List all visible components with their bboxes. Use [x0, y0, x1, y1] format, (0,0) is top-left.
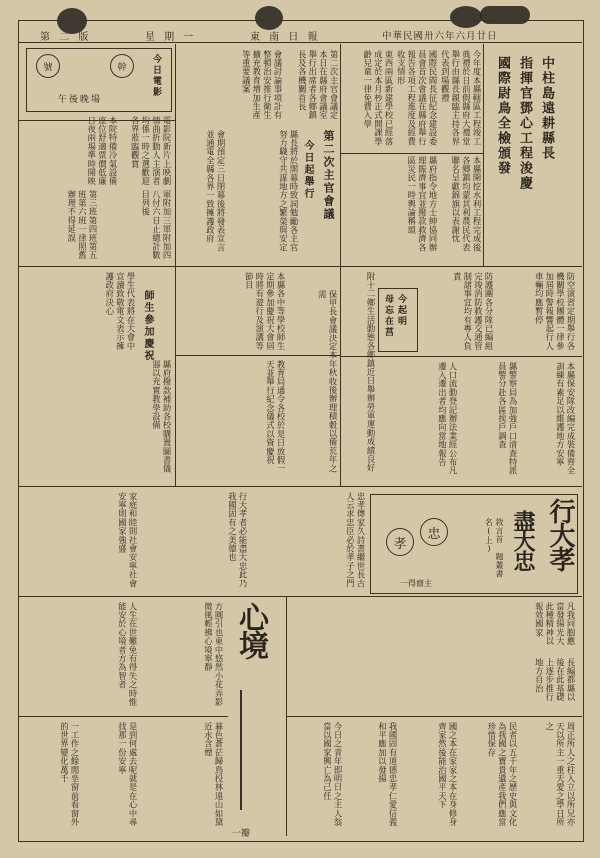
article-text: 方圓引也東中悠然小花弄影微風輕拂心境寧靜	[203, 602, 224, 707]
section-rule	[175, 355, 340, 356]
meeting-subheadline: 今日起舉行	[302, 140, 313, 200]
article-text: 人口流動登記辦法業經公布凡遷入遷出者均應向當地報告	[437, 362, 458, 476]
section-rule	[340, 153, 483, 154]
calligraphy-byline: 一得齋主	[400, 579, 432, 588]
section-rule	[18, 120, 175, 121]
header-weekday: 星 期 一	[145, 32, 197, 43]
essay-title: 心境	[233, 602, 268, 658]
header-paper-name: 東 南 日 報	[250, 32, 321, 43]
article-text: 家庭和睦則社會安寧社會安寧則國家強盛	[117, 492, 138, 588]
article-text: 第三班第四班第五班第六班一律照舊辦理不得延誤	[66, 190, 98, 260]
article-text: 本縣開挖水利工程完成後各鄉鎮均蒙其利農民代表聯名呈獻錦旗以表謝忱	[450, 156, 482, 252]
article-text: 周正所人之柱入立以所兄亦天以所主一重天愛之學日所之	[544, 722, 576, 827]
article-text: 教育局通令各校於是日放假一天並舉行紀念儀式以資慶祝	[265, 360, 286, 474]
school-headline: 師生參加慶祝	[142, 290, 153, 362]
article-text: 是到何處去呢就是在心中尋找那一份安寧	[117, 722, 138, 827]
headline-1: 中柱島遠耕縣長	[539, 56, 554, 161]
slogan-title: 今起明	[396, 294, 406, 327]
ad-badge: 號	[36, 54, 60, 78]
article-text: 行大孝者必能盡大忠此乃我國固有之美德也	[227, 492, 248, 588]
meeting-headline: 第二次主官會議	[322, 130, 335, 221]
article-text: 忠孝傳家久詩書繼世長古人云求忠臣必於孝子之門	[345, 492, 366, 588]
article-text: 附十二鄉生活動態各鄉鎮近日舉辦勞軍運動成績良好	[366, 272, 376, 473]
article-text: 縣府指令地方士紳協同辦理賑濟事宜並撥款救濟各區災民一時輿論稱頌	[406, 156, 438, 252]
calligraphy-title: 行大孝	[545, 498, 575, 570]
article-text: 本縣保安隊改編完成裝備齊全訓練有素足以維護地方安寧	[555, 362, 576, 476]
column-rule	[340, 266, 341, 486]
section-rule	[340, 356, 582, 357]
article-text: 一工作之餘閒坐窗前看窗外的世界變化萬千	[59, 722, 80, 827]
section-rule	[18, 486, 582, 487]
section-rule	[286, 716, 582, 717]
section-rule	[18, 716, 228, 717]
calligraphy-subtitle: 盡大忠	[510, 510, 536, 570]
article-text: 防護團各分隊已編組完竣消防救護交通管制諸事宜均有專人負責	[452, 272, 494, 351]
column-rule	[483, 44, 484, 266]
article-text: 本院特備冷氣設備座位舒適票價低廉日夜兩場準時開映	[86, 116, 118, 186]
column-rule	[340, 44, 341, 266]
article-text: 我國固有道德忠孝仁愛信義和平應加以發揚	[377, 722, 398, 827]
article-text: 民者以五千年之歷史與文化為我國之寶貴遺產我們應當珍惜保存	[486, 722, 518, 827]
article-text: 凡我同胞應當發揚光大此種精神以報效國家	[534, 602, 576, 646]
essay-byline: 一瓣	[232, 829, 251, 839]
slogan-text: 母忘在莒	[383, 294, 393, 338]
column-rule	[175, 266, 176, 486]
article-text: 縣警察局為加強戶口清查特派員警分赴各區挨戶調查	[497, 362, 518, 476]
header-date: 中華民國卅六年六月廿日	[382, 31, 498, 42]
seal-filial: 孝	[386, 528, 414, 556]
article-text: 人生在世難免有得失之時惟能安於心境者方為智者	[117, 602, 138, 707]
article-text: 學生代表將在大會中宣讀致敬電文表示擁護政府決心	[104, 272, 136, 351]
header-page-number: 第 二 版	[40, 32, 92, 43]
ad-title: 今日電影	[151, 54, 161, 98]
article-text: 今日之青年即明日之主人翁當以國家興亡為己任	[322, 722, 343, 827]
decorative-stem	[240, 690, 242, 810]
article-text: 本縣各中等學校師生定期參加慶祝大會屆時將有遊行及演講等節目	[244, 272, 286, 351]
article-text: 縣府撥款補助各校購置圖書儀器以充實教學設備	[151, 360, 172, 474]
masthead-rule	[18, 42, 582, 43]
article-text: 今年度本縣轄區工程竣工典禮於日前假縣府大禮堂舉行由縣長親臨主持各界代表到場觀禮	[440, 50, 482, 146]
article-text: 東西兩區新建學校已經落成定於本月杪正式開課學齡兒童一律免費入學	[362, 50, 394, 146]
article-text: 會議討論事項計有整頓治安推行衛生擴充教育增加生產等重要議案	[241, 50, 283, 120]
headline-3: 國際尉鳥全檢頒發	[495, 56, 510, 176]
article-text: 防空演習定期舉行各機關學校團體一律參加屆時警報響起行人車輛均應暫停	[534, 272, 576, 351]
calligraphy-caption: 敘言首 題叢書 名(上)	[484, 518, 504, 578]
section-rule	[18, 266, 582, 267]
article-text: 會期預定三日閉幕後將發表宣言並通電全縣各界一致擁護政府	[205, 130, 226, 252]
article-text: 軍附加三軍附加四八付六日止總計數目列後	[140, 190, 172, 260]
headline-2: 指揮官鄧心工程浚慶	[517, 56, 532, 191]
article-text: 國之本在家家之本在身修身齊家然後能治國平天下	[437, 722, 458, 827]
article-text: 第二次主官會議定本日在縣府會議室舉行出席者各鄉鎮長及各機關首長	[297, 50, 339, 120]
article-text: 暮色蒼茫歸鳥投林遠山如黛近水含煙	[203, 722, 224, 827]
article-text: 縣長將於開幕時致詞勉勵各主官努力職守共謀地方之繁榮與安定	[278, 130, 299, 252]
article-text: 保甲長會議決定本年秋收後辦理積穀以備荒年之需	[317, 290, 338, 473]
seal-loyalty: 忠	[420, 518, 448, 546]
ad-subtitle: 午後晚場	[58, 95, 103, 105]
ad-badge: 幹	[110, 54, 134, 78]
article-text: 長編都縣以後在此基礎上逐步推行地方自治	[534, 658, 576, 702]
article-text: 電影院新片上映劇情曲折動人主演者均係一時之選歡迎各界蒞臨觀賞	[130, 116, 172, 186]
article-text: 國際民間長征紀念建設委員會首次會議在縣府舉行報告各項工程進度及經費收支情形	[396, 50, 438, 146]
column-rule	[175, 44, 176, 266]
section-rule	[18, 596, 582, 597]
